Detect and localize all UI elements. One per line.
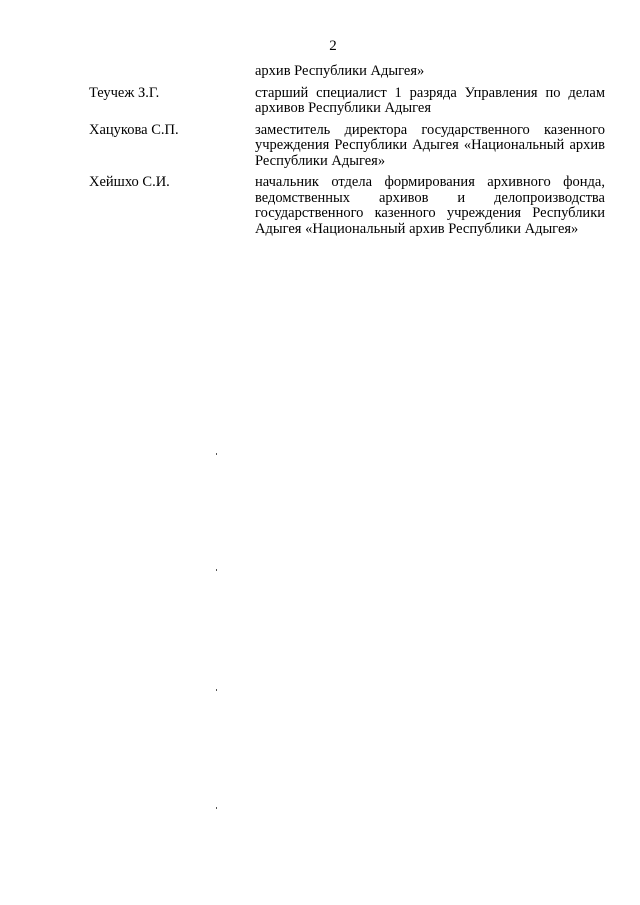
member-position: начальник отдела формирования архивного фонда, ведомственных архивов и делопроизводства государственного казенного учреждения Республики Адыгея «Национальный архив Республики Адыгея» — [255, 174, 605, 237]
member-name: Теучеж З.Г. — [89, 84, 160, 101]
scan-speck — [216, 569, 217, 571]
member-position: заместитель директора государственного казенного учреждения Республики Адыгея «Национальный архив Республики Адыгея» — [255, 121, 605, 169]
member-name: Хацукова С.П. — [89, 121, 179, 138]
page-number: 2 — [329, 38, 337, 54]
member-row — [89, 175, 605, 237]
scan-speck — [216, 453, 217, 455]
member-row — [89, 123, 605, 170]
member-row — [89, 86, 605, 117]
continuation-row — [89, 64, 605, 80]
continuation-text: архив Республики Адыгея» — [255, 63, 425, 79]
committee-member-list — [89, 64, 605, 243]
scan-speck — [216, 807, 217, 809]
scan-speck — [216, 689, 217, 691]
member-name: Хейшхо С.И. — [89, 174, 170, 190]
empty-name-cell — [89, 64, 255, 80]
member-position: старший специалист 1 разряда Управления по делам архивов Республики Адыгея — [255, 84, 605, 116]
